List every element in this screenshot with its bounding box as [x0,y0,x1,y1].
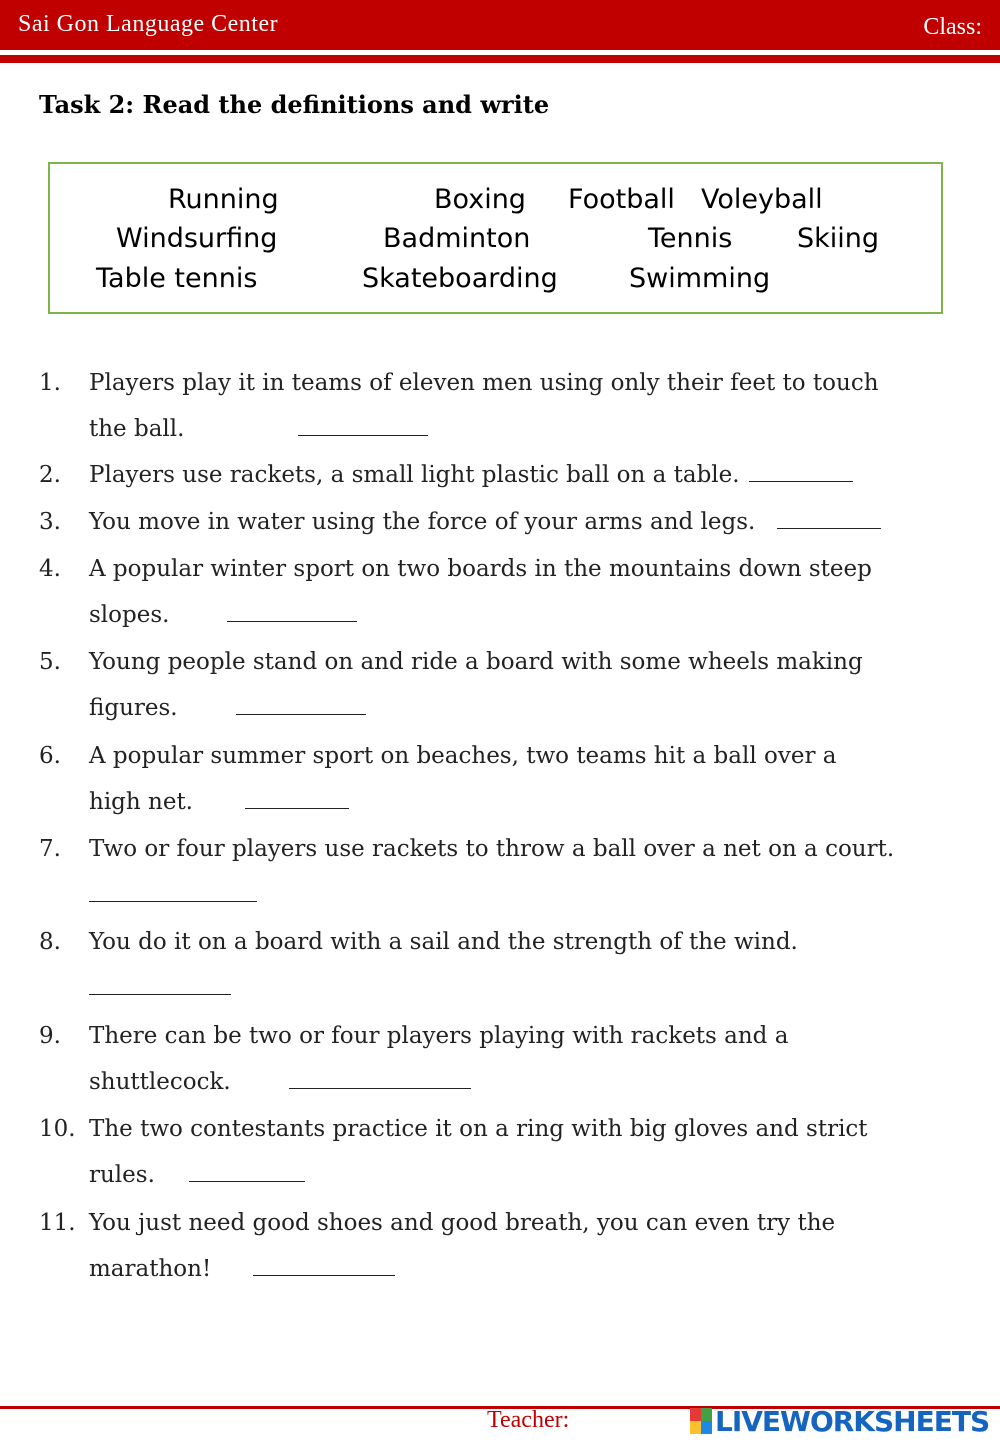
liveworksheets-logo-icon [690,1408,712,1434]
answer-blank[interactable] [777,508,881,529]
answer-blank[interactable] [298,415,428,436]
question-text: You do it on a board with a sail and the strength of the wind. [89,929,798,955]
answer-blank[interactable] [227,601,357,622]
word-bank-item: Table tennis [96,263,258,294]
word-bank-item: Badminton [383,223,531,254]
class-label: Class: [923,14,982,40]
answer-blank[interactable] [245,788,349,809]
answer-blank[interactable] [236,694,366,715]
question-number: 10. [39,1116,76,1142]
word-bank-item: Boxing [434,184,526,215]
answer-blank[interactable] [253,1255,395,1276]
question-number: 9. [39,1023,61,1049]
question-text: You just need good shoes and good breath, you can even try the [89,1210,836,1236]
question-number: 11. [39,1210,76,1236]
question-number: 3. [39,509,61,535]
question-number: 4. [39,556,61,582]
question-text: Players play it in teams of eleven men using only their feet to touch [89,370,879,396]
question-text: The two contestants practice it on a ring with big gloves and strict [89,1116,868,1142]
word-bank-box [48,162,943,314]
question-number: 8. [39,929,61,955]
logo-text: LIVEWORKSHEETS [715,1404,990,1438]
question-text: Two or four players use rackets to throw a ball over a net on a court. [89,836,895,862]
header-bar [0,0,1000,50]
question-number: 2. [39,462,61,488]
word-bank-item: Running [168,184,279,215]
question-text: A popular summer sport on beaches, two teams hit a ball over a [89,743,837,769]
answer-blank[interactable] [189,1161,305,1182]
question-text: A popular winter sport on two boards in the mountains down steep [89,556,872,582]
question-text-line: Players use rackets, a small light plastic ball on a table. [89,452,969,498]
header-divider [0,55,1000,63]
answer-blank[interactable] [89,974,231,995]
word-bank-item: Windsurfing [116,223,278,254]
question-text-line [89,872,969,918]
liveworksheets-logo [690,1405,989,1437]
word-bank-item: Voleyball [701,184,823,215]
question-text-line: rules. [89,1152,969,1198]
question-text-line: shuttlecock. [89,1059,969,1105]
question-text-line: high net. [89,779,969,825]
question-text-line: You move in water using the force of your arms and legs. [89,499,969,545]
question-number: 1. [39,370,61,396]
question-number: 6. [39,743,61,769]
question-text-line [89,965,969,1011]
task-title: Task 2: Read the definitions and write [39,90,550,119]
answer-blank[interactable] [289,1068,471,1089]
word-bank-item: Skiing [797,223,880,254]
question-text-line: figures. [89,685,969,731]
question-number: 7. [39,836,61,862]
question-text: There can be two or four players playing with rackets and a [89,1023,789,1049]
question-text-line: the ball. [89,406,969,452]
question-text-line: marathon! [89,1246,969,1292]
word-bank-item: Football [568,184,675,215]
word-bank-item: Tennis [648,223,733,254]
question-text-line: slopes. [89,592,969,638]
answer-blank[interactable] [749,461,853,482]
word-bank-item: Swimming [629,263,771,294]
word-bank-item: Skateboarding [362,263,558,294]
question-text: Young people stand on and ride a board with some wheels making [89,649,863,675]
teacher-label: Teacher: [487,1407,570,1433]
question-number: 5. [39,649,61,675]
center-name: Sai Gon Language Center [18,11,279,37]
answer-blank[interactable] [89,881,257,902]
